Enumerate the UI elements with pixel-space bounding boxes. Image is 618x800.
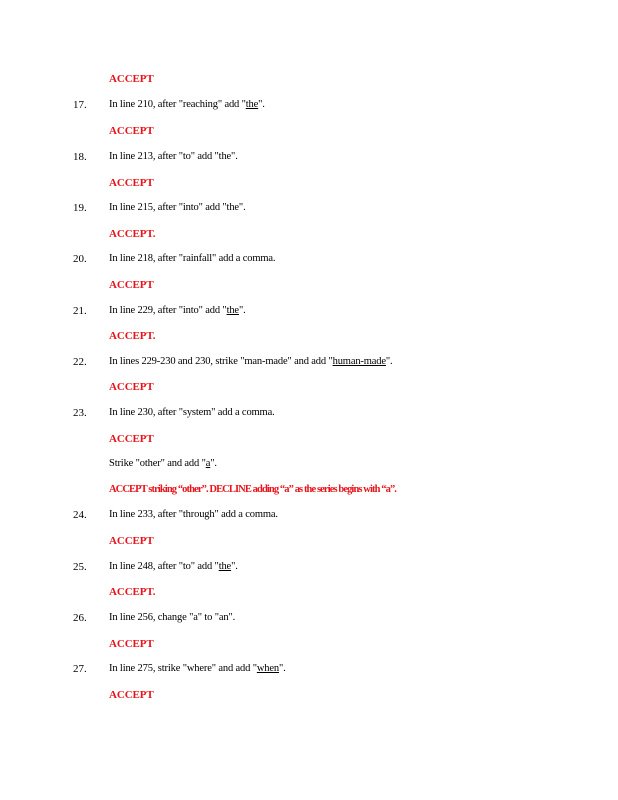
response-text: ACCEPT bbox=[109, 279, 154, 291]
response-text: ACCEPT bbox=[109, 433, 154, 445]
underlined-insertion: a bbox=[205, 458, 211, 469]
item-number: 27. bbox=[73, 663, 87, 675]
item-number: 26. bbox=[73, 612, 87, 624]
amendment-text: In line 275, strike "where" and add "when". bbox=[109, 663, 286, 674]
item-number: 22. bbox=[73, 356, 87, 368]
response-text: ACCEPT bbox=[109, 638, 154, 650]
item-number: 17. bbox=[73, 99, 87, 111]
response-text: ACCEPT striking “other”. DECLINE adding “a” as the series begins with “a”. bbox=[109, 484, 397, 495]
response-text: ACCEPT bbox=[109, 125, 154, 137]
item-number: 23. bbox=[73, 407, 87, 419]
item-number: 21. bbox=[73, 305, 87, 317]
item-number: 18. bbox=[73, 151, 87, 163]
underlined-insertion: human-made bbox=[332, 356, 386, 367]
amendment-text: Strike "other" and add "a". bbox=[109, 458, 217, 469]
amendment-text: In line 230, after "system" add a comma. bbox=[109, 407, 275, 418]
response-text: ACCEPT bbox=[109, 381, 154, 393]
amendment-text: In lines 229-230 and 230, strike "man-made" and add "human-made". bbox=[109, 356, 393, 367]
response-text: ACCEPT. bbox=[109, 228, 156, 240]
underlined-insertion: when bbox=[256, 663, 280, 674]
item-number: 25. bbox=[73, 561, 87, 573]
response-text: ACCEPT. bbox=[109, 586, 156, 598]
amendment-text: In line 215, after "into" add "the". bbox=[109, 202, 246, 213]
item-number: 19. bbox=[73, 202, 87, 214]
response-text: ACCEPT. bbox=[109, 330, 156, 342]
amendment-text: In line 218, after "rainfall" add a comma. bbox=[109, 253, 276, 264]
amendment-text: In line 256, change "a" to "an". bbox=[109, 612, 236, 623]
amendment-text: In line 213, after "to" add "the". bbox=[109, 151, 238, 162]
underlined-insertion: the bbox=[218, 561, 232, 572]
item-number: 20. bbox=[73, 253, 87, 265]
underlined-insertion: the bbox=[226, 305, 239, 316]
amendment-text: In line 248, after "to" add "the". bbox=[109, 561, 238, 572]
amendment-text: In line 229, after "into" add "the". bbox=[109, 305, 246, 316]
amendment-text: In line 233, after "through" add a comma. bbox=[109, 509, 278, 520]
amendment-text: In line 210, after "reaching" add "the". bbox=[109, 99, 265, 110]
response-text: ACCEPT bbox=[109, 177, 154, 189]
response-text: ACCEPT bbox=[109, 535, 154, 547]
response-text: ACCEPT bbox=[109, 73, 154, 85]
item-number: 24. bbox=[73, 509, 87, 521]
response-text: ACCEPT bbox=[109, 689, 154, 701]
underlined-insertion: the bbox=[245, 99, 259, 110]
